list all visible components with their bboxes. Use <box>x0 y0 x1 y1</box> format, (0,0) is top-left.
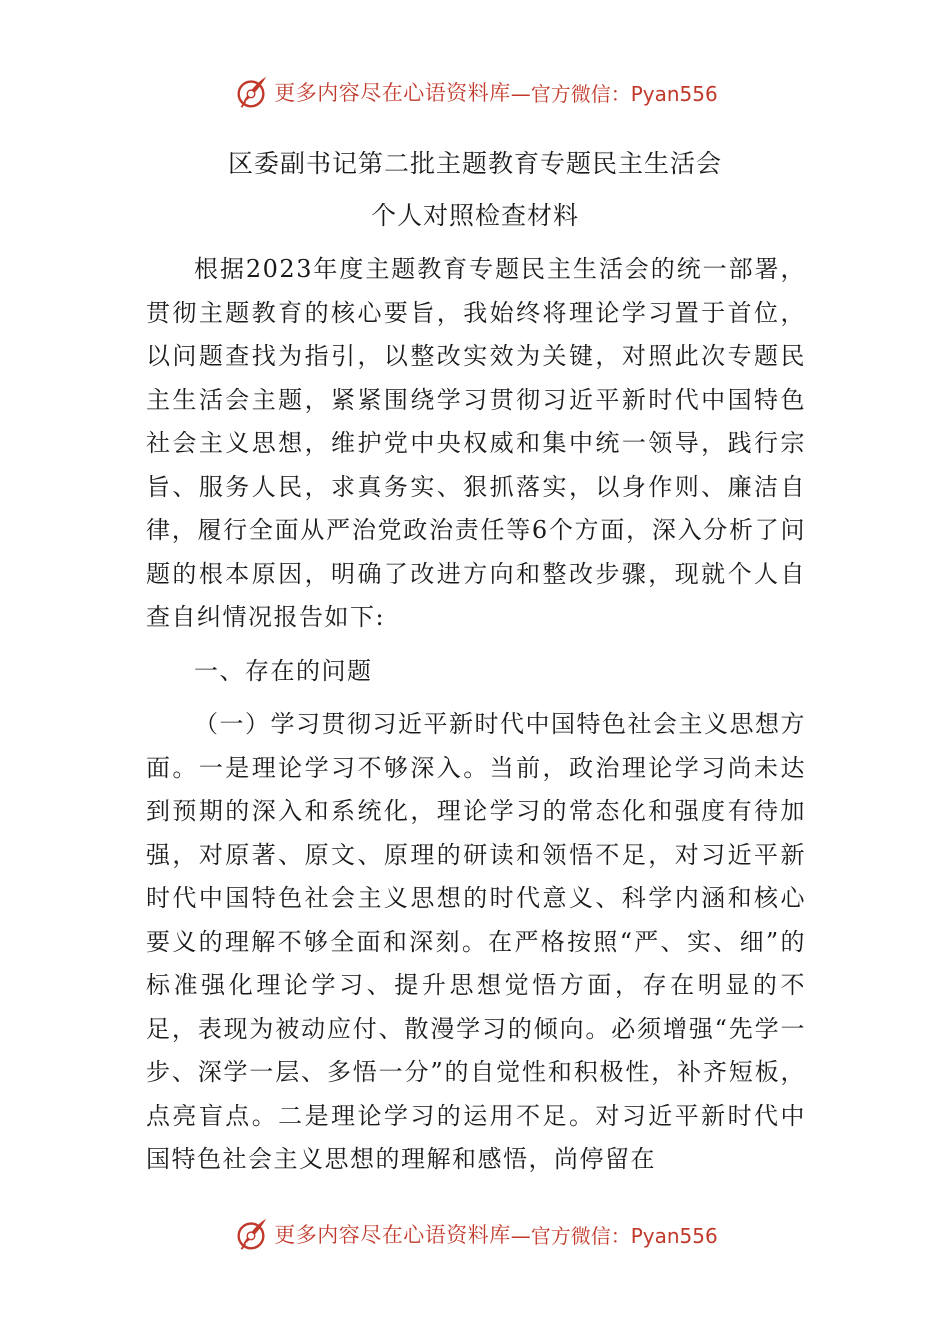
quill-logo-icon <box>232 73 270 111</box>
document-title-line1: 区委副书记第二批主题教育专题民主生活会 <box>227 149 722 178</box>
watermark-text: 更多内容尽在心语资料库 <box>274 81 511 105</box>
watermark-header <box>0 72 950 112</box>
intro-paragraph: 根据2023年度主题教育专题民主生活会的统一部署，贯彻主题教育的核心要旨，我始终将理论学习置于首位，以问题查找为指引，以整改实效为关键，对照此次专题民主生活会主题，紧紧围绕学习贯彻习近平新时代中国特色社会主义思想，维护党中央权威和集中统一领导，践行宗旨、服务人民，求真务实、狠抓落实，以身作则、廉洁自律，履行全面从严治党政治责任等6个方面，深入分析了问题的根本原因，明确了改进方向和整改步骤，现就个人自查自纠情况报告如下: <box>146 255 806 631</box>
quill-logo-icon <box>232 1215 270 1253</box>
section-paragraph: （一）学习贯彻习近平新时代中国特色社会主义思想方面。一是理论学习不够深入。当前，政治理论学习尚未达到预期的深入和系统化，理论学习的常态化和强度有待加强，对原著、原文、原理的研读和领悟不足，对习近平新时代中国特色社会主义思想的时代意义、科学内涵和核心要义的理解不够全面和深刻。在严格按照“严、实、细”的标准强化理论学习、提升思想觉悟方面，存在明显的不足，表现为被动应付、散漫学习的倾向。必须增强“先学一步、深学一层、多悟一分”的自觉性和积极性，补齐短板，点亮盲点。二是理论学习的运用不足。对习近平新时代中国特色社会主义思想的理解和感悟，尚停留在 <box>146 710 806 1173</box>
document-body <box>146 248 806 1182</box>
watermark-footer <box>0 1214 950 1254</box>
watermark-text: 更多内容尽在心语资料库 <box>274 1223 511 1247</box>
watermark-contact: —官方微信：Pyan556 <box>510 81 718 106</box>
document-title-line2: 个人对照检查材料 <box>370 201 579 230</box>
watermark-contact: —官方微信：Pyan556 <box>510 1223 718 1248</box>
section-heading: 一、存在的问题 <box>194 656 373 685</box>
